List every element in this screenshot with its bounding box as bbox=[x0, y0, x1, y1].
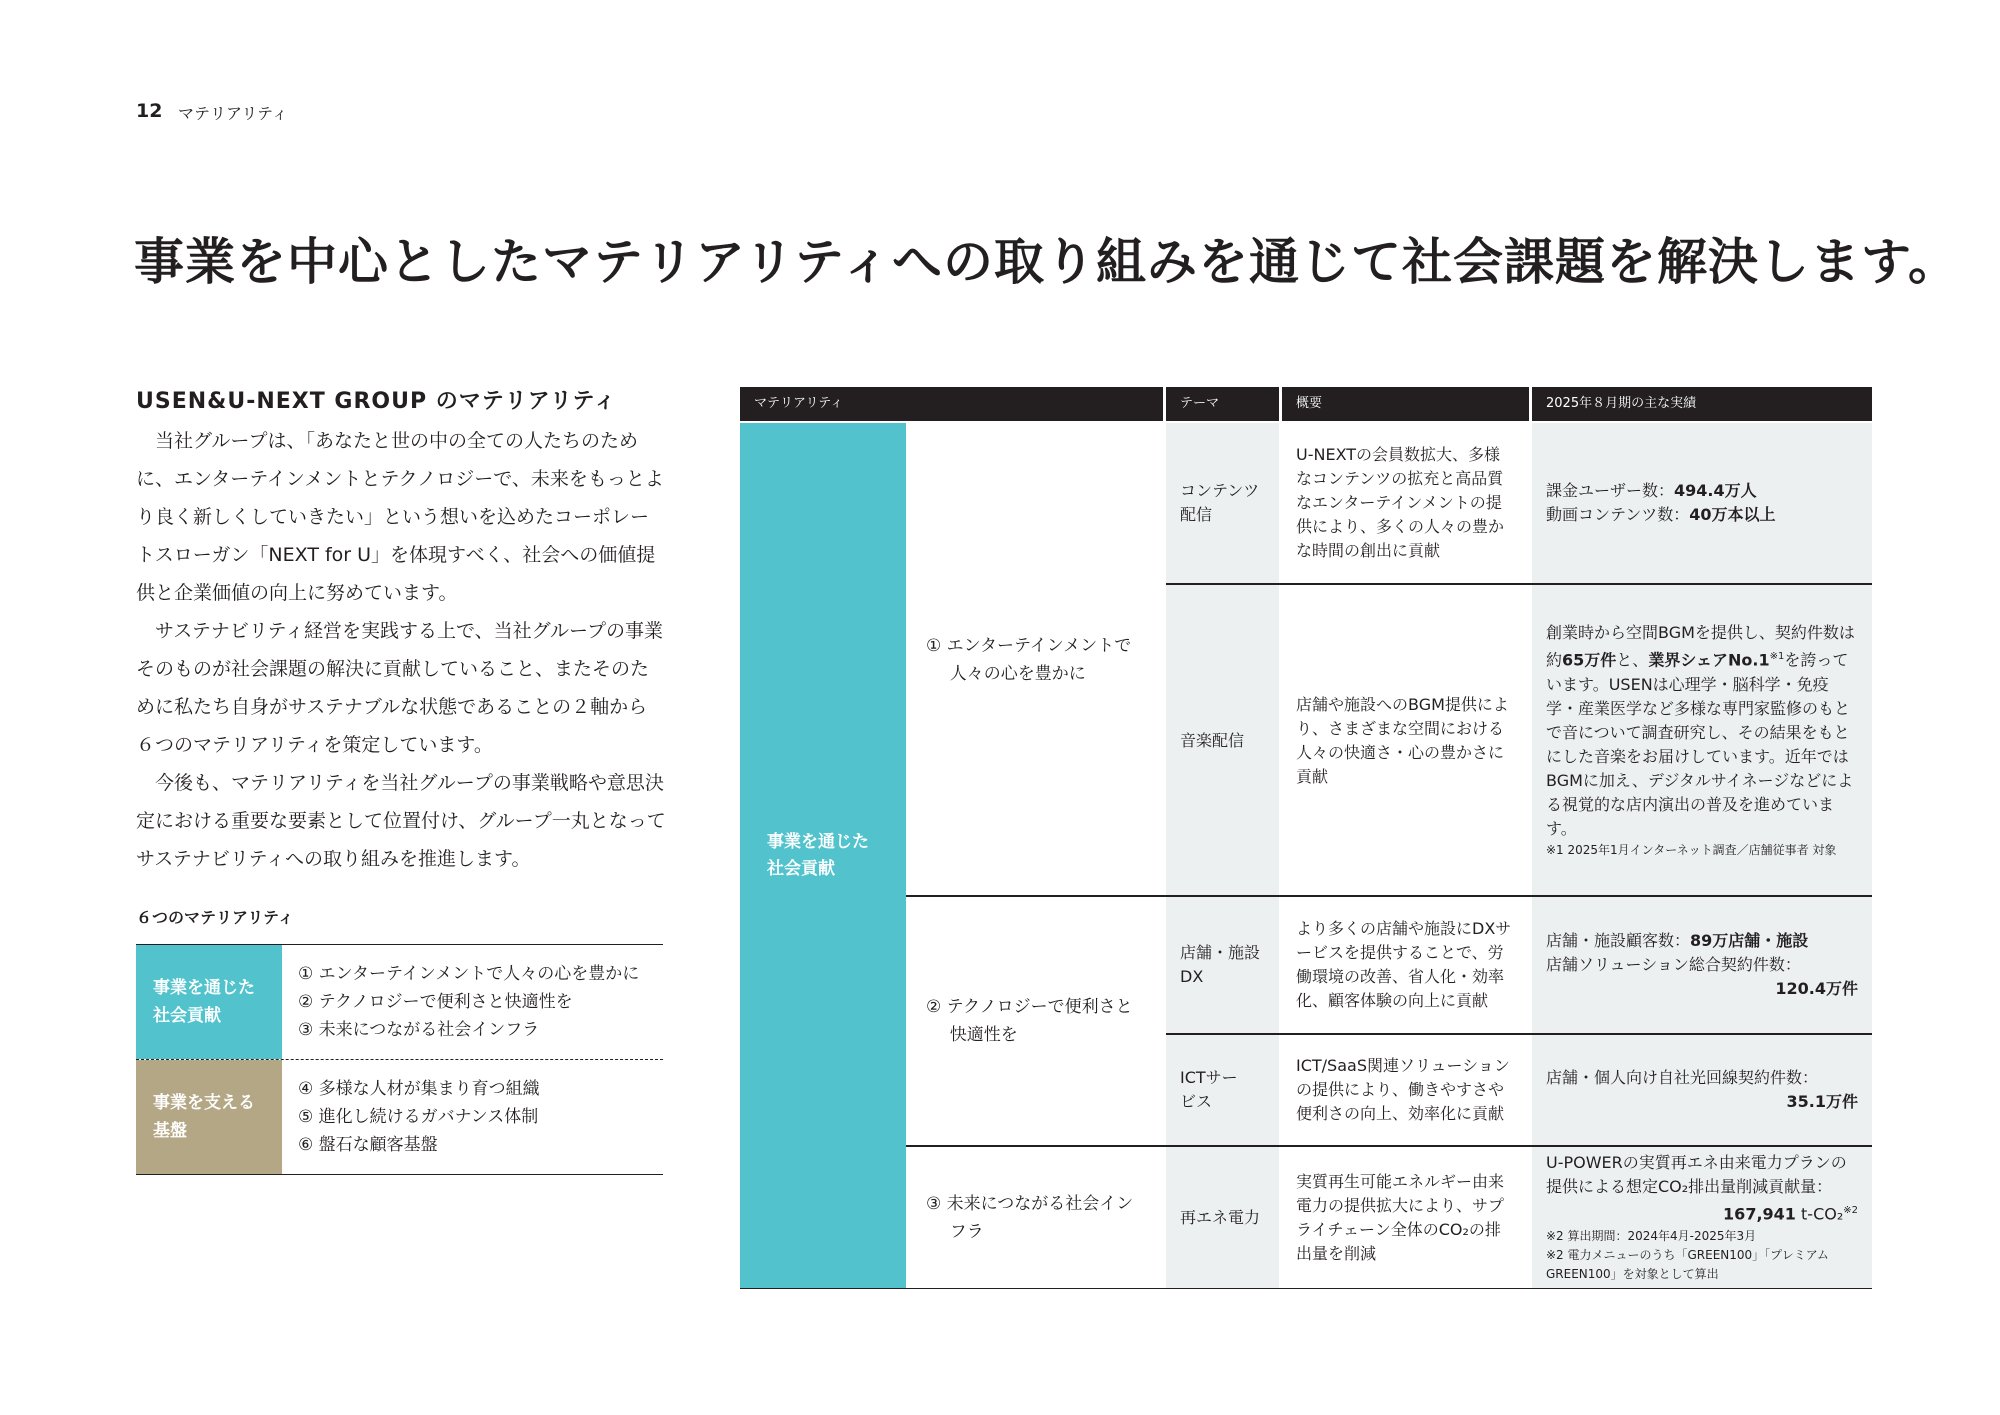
materiality-group bbox=[136, 945, 663, 1059]
materiality-item: ④ 多様な人材が集まり育つ組織 bbox=[298, 1079, 540, 1099]
materiality-label: ② テクノロジーで便利さと快適性を bbox=[926, 997, 1133, 1045]
materiality-label: ① エンターテインメントで人々の心を豊かに bbox=[926, 635, 1132, 684]
results-cell bbox=[1532, 897, 1872, 1033]
result-value: 業界シェアNo.1 bbox=[1648, 650, 1770, 670]
summary-cell bbox=[1282, 897, 1529, 1033]
category-cell bbox=[740, 423, 906, 1288]
result-value: 167,941 bbox=[1723, 1204, 1796, 1224]
theme-label: 音楽配信 bbox=[1180, 730, 1245, 750]
result-label: 課金ユーザー数： bbox=[1546, 481, 1675, 500]
page-title: 事業を中心としたマテリアリティへの取り組みを通じて社会課題を解決します。 bbox=[134, 233, 1959, 291]
result-value: 65万件 bbox=[1562, 650, 1617, 670]
section-name: マテリアリティ bbox=[178, 104, 288, 123]
summary-text: U-NEXTの会員数拡大、多様なコンテンツの拡充と高品質なエンターテインメントの提供により、多くの人々の豊かな時間の創出に貢献 bbox=[1296, 445, 1505, 560]
row-divider bbox=[1166, 583, 1872, 585]
summary-text: ICT/SaaS関連ソリューションの提供により、働きやすさや便利さの向上、効率化に貢献 bbox=[1296, 1056, 1510, 1123]
intro-paragraph: 当社グループは、「あなたと世の中の全ての人たちのために、エンターテインメントとテクノロジーで、未来をもっとより良く新しくしていきたい」という想いを込めたコーポレートスローガン「NEXT for U」を体現すべく、社会への価値提供と企業価値の向上に努めています。 bbox=[136, 430, 664, 604]
six-materiality-list bbox=[136, 944, 663, 1175]
footnote: ※2 算出期間：2024年4月-2025年3月 bbox=[1546, 1228, 1757, 1243]
results-cell bbox=[1532, 1147, 1872, 1288]
result-label: 店舗ソリューション総合契約件数： bbox=[1546, 955, 1801, 974]
footnote: ※1 2025年1月インターネット調査／店舗従事者 対象 bbox=[1546, 842, 1837, 857]
intro-paragraph: 今後も、マテリアリティを当社グループの事業戦略や意思決定における重要な要素として位置付け、グループ一丸となってサステナビリティへの取り組みを推進します。 bbox=[136, 772, 666, 870]
page-number: 12 bbox=[136, 100, 163, 122]
row-divider bbox=[906, 895, 1872, 897]
result-value: 35.1万件 bbox=[1786, 1092, 1858, 1111]
result-line bbox=[1546, 929, 1858, 953]
group-items bbox=[282, 945, 639, 1059]
summary-cell bbox=[1282, 1147, 1529, 1288]
row-divider bbox=[1166, 1033, 1872, 1035]
footnote-mark: ※1 bbox=[1769, 651, 1785, 663]
materiality-item: ⑤ 進化し続けるガバナンス体制 bbox=[298, 1107, 539, 1127]
summary-cell bbox=[1282, 423, 1529, 583]
result-value: 120.4万件 bbox=[1775, 979, 1858, 998]
result-label: 動画コンテンツ数： bbox=[1546, 505, 1690, 524]
result-unit: t-CO₂ bbox=[1801, 1204, 1844, 1224]
materiality-item: ① エンターテインメントで人々の心を豊かに bbox=[298, 964, 640, 984]
summary-text: 店舗や施設へのBGM提供により、さまざまな空間における人々の快適さ・心の豊かさに貢献 bbox=[1296, 694, 1509, 786]
result-text-part: と、 bbox=[1616, 650, 1649, 670]
group-items bbox=[282, 1060, 540, 1174]
result-label: U-POWERの実質再エネ由来電力プランの提供による想定CO₂排出量削減貢献量： bbox=[1546, 1153, 1847, 1197]
result-text bbox=[1546, 621, 1858, 840]
materiality-label: ③ 未来につながる社会インフラ bbox=[926, 1193, 1134, 1242]
result-label: 店舗・個人向け自社光回線契約件数： bbox=[1546, 1068, 1819, 1087]
materiality-table bbox=[740, 387, 1872, 1289]
results-cell bbox=[1532, 585, 1872, 896]
header-results: 2025年８月期の主な実績 bbox=[1532, 387, 1872, 421]
summary-text: 実質再生可能エネルギー由来電力の提供拡大により、サプライチェーン全体のCO₂の排出量を削減 bbox=[1296, 1171, 1505, 1263]
summary-cell bbox=[1282, 585, 1529, 896]
footnote: ※2 電力メニューのうち「GREEN100」「プレミアムGREEN100」を対象として算出 bbox=[1546, 1247, 1829, 1281]
materiality-item: ③ 未来につながる社会インフラ bbox=[298, 1020, 540, 1040]
header-summary: 概要 bbox=[1282, 387, 1529, 421]
intro-text bbox=[136, 422, 666, 878]
results-cell bbox=[1532, 423, 1872, 583]
six-materiality-heading: ６つのマテリアリティ bbox=[136, 908, 294, 927]
result-value: 494.4万人 bbox=[1674, 481, 1757, 500]
intro-paragraph: サステナビリティ経営を実践する上で、当社グループの事業そのものが社会課題の解決に貢献していること、またそのために私たち自身がサステナブルな状態であることの２軸から６つのマテリアリティを策定しています。 bbox=[136, 620, 664, 756]
materiality-cell-3 bbox=[906, 1147, 1164, 1288]
header-materiality: マテリアリティ bbox=[740, 387, 1163, 421]
result-text-part: 創業時から空間BGMを提供し、契約件数は約 bbox=[1546, 623, 1855, 670]
result-value: 40万本以上 bbox=[1689, 505, 1776, 524]
theme-label: ICTサービス bbox=[1180, 1068, 1238, 1111]
category-label: 事業を通じた社会貢献 bbox=[767, 831, 869, 879]
results-cell bbox=[1532, 1035, 1872, 1145]
footnote-mark: ※2 bbox=[1843, 1205, 1858, 1217]
summary-text: より多くの店舗や施設にDXサービスを提供することで、労働環境の改善、省人化・効率化、顧客体験の向上に貢献 bbox=[1296, 919, 1512, 1010]
result-line bbox=[1546, 479, 1858, 503]
result-line bbox=[1546, 503, 1858, 527]
group-label: 事業を通じた社会貢献 bbox=[136, 945, 282, 1059]
result-line bbox=[1546, 1199, 1858, 1226]
header-theme: テーマ bbox=[1166, 387, 1279, 421]
result-value: 89万店舗・施設 bbox=[1690, 931, 1809, 950]
theme-cell bbox=[1166, 423, 1279, 583]
result-text-part: を誇っています。USENは心理学・脳科学・免疫学・産業医学など多様な専門家監修のもとで音について調査研究し、その結果をもとにした音楽をお届けしています。近年ではBGMに加え、デジタルサイネージなどによる視覚的な店内演出の普及を進めています。 bbox=[1546, 650, 1854, 838]
materiality-cell-1 bbox=[906, 423, 1164, 896]
materiality-item: ⑥ 盤石な顧客基盤 bbox=[298, 1135, 438, 1155]
group-label: 事業を支える基盤 bbox=[136, 1060, 282, 1174]
materiality-item: ② テクノロジーで便利さと快適性を bbox=[298, 992, 573, 1012]
result-label: 店舗・施設顧客数： bbox=[1546, 931, 1691, 950]
row-divider bbox=[906, 1145, 1872, 1147]
materiality-heading: USEN&U-NEXT GROUP のマテリアリティ bbox=[136, 389, 617, 414]
materiality-cell-2 bbox=[906, 897, 1164, 1145]
theme-cell bbox=[1166, 1147, 1279, 1288]
theme-cell bbox=[1166, 897, 1279, 1033]
theme-cell bbox=[1166, 585, 1279, 896]
theme-label: 再エネ電力 bbox=[1180, 1207, 1261, 1227]
theme-label: 店舗・施設DX bbox=[1180, 943, 1261, 986]
theme-cell bbox=[1166, 1035, 1279, 1145]
summary-cell bbox=[1282, 1035, 1529, 1145]
theme-label: コンテンツ配信 bbox=[1180, 481, 1260, 524]
materiality-group bbox=[136, 1059, 663, 1174]
